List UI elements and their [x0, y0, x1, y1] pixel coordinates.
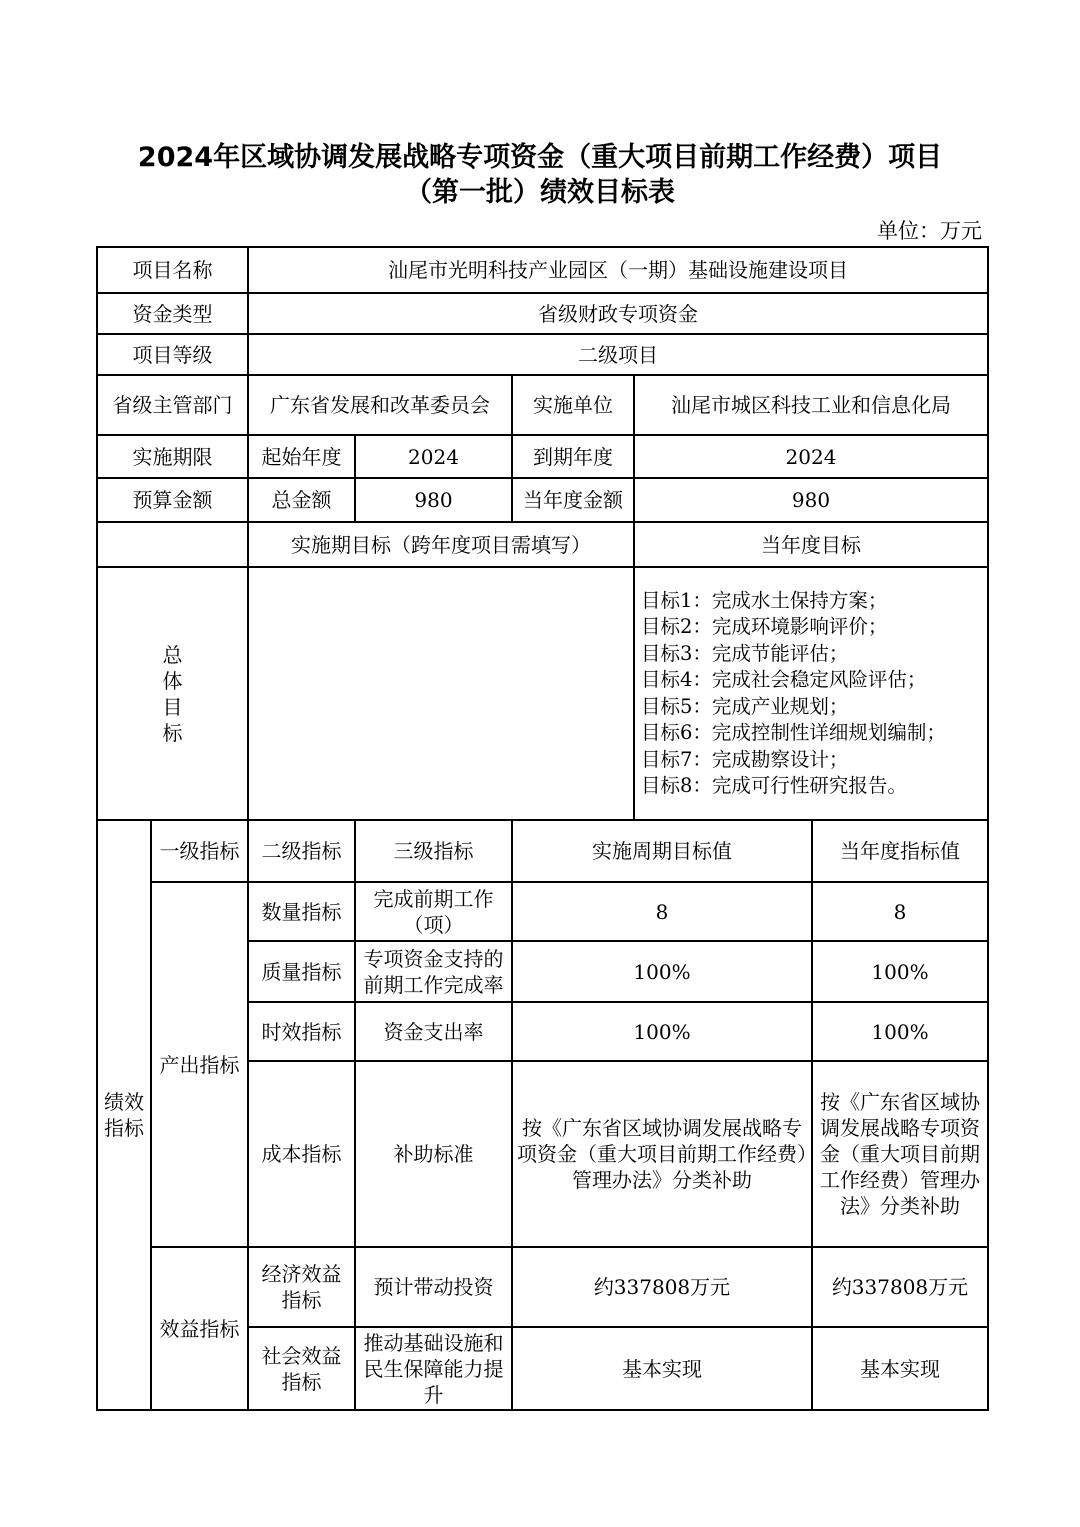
current-value-cell: 8: [812, 882, 988, 941]
document-title: [0, 140, 1080, 210]
level2-cell: 数量指标: [248, 882, 355, 941]
start-year-label: 起始年度: [248, 435, 355, 478]
level3-cell: 预计带动投资: [355, 1247, 512, 1327]
goal-item: 目标4：完成社会稳定风险评估；: [641, 668, 927, 691]
row-department: [97, 375, 988, 435]
current-goal-list: [634, 567, 988, 820]
current-value-cell: 基本实现: [812, 1327, 988, 1410]
overall-goal-label: [97, 567, 248, 820]
current-amount-label: 当年度金额: [512, 478, 634, 522]
level3-cell: 补助标准: [355, 1061, 512, 1247]
period-value-cell: 按《广东省区域协调发展战略专项资金（重大项目前期工作经费）管理办法》分类补助: [512, 1061, 812, 1247]
level3-cell: 资金支出率: [355, 1002, 512, 1061]
period-goal-header: 实施期目标（跨年度项目需填写）: [248, 522, 634, 567]
header-current-value: 当年度指标值: [812, 820, 988, 882]
budget-label: 预算金额: [97, 478, 248, 522]
start-year-value: 2024: [355, 435, 512, 478]
goal-header-blank: [97, 522, 248, 567]
perf-label-line: 指标: [104, 1116, 144, 1140]
project-level-value: 二级项目: [248, 334, 988, 375]
row-budget: [97, 478, 988, 522]
current-value-cell: 100%: [812, 941, 988, 1002]
header-level1: 一级指标: [151, 820, 248, 882]
header-period-value: 实施周期目标值: [512, 820, 812, 882]
goal-item: 目标8：完成可行性研究报告。: [641, 774, 907, 797]
table-row: [97, 882, 988, 941]
row-goal-headers: [97, 522, 988, 567]
goal-item: 目标5：完成产业规划；: [641, 694, 849, 718]
goal-item: 目标1：完成水土保持方案；: [641, 588, 888, 612]
overall-goal-char: 体: [162, 668, 183, 693]
row-fund-type: [97, 293, 988, 334]
level3-cell: 推动基础设施和民生保障能力提升: [355, 1327, 512, 1410]
period-goal-content: [248, 567, 634, 820]
goal-item: 目标6：完成控制性详细规划编制；: [641, 721, 946, 744]
fund-type-value: 省级财政专项资金: [248, 293, 988, 334]
current-amount-value: 980: [634, 478, 988, 522]
period-value-cell: 100%: [512, 941, 812, 1002]
total-value: 980: [355, 478, 512, 522]
current-value-cell: 约337808万元: [812, 1247, 988, 1327]
row-period: [97, 435, 988, 478]
level2-cell: 经济效益指标: [248, 1247, 355, 1327]
current-goal-header: 当年度目标: [634, 522, 988, 567]
performance-indicator-label: [97, 820, 151, 1410]
level2-cell: 成本指标: [248, 1061, 355, 1247]
dept-value: 广东省发展和改革委员会: [248, 375, 512, 435]
total-label: 总金额: [248, 478, 355, 522]
row-project-level: [97, 334, 988, 375]
dept-label: 省级主管部门: [97, 375, 248, 435]
level3-cell: 专项资金支持的前期工作完成率: [355, 941, 512, 1002]
impl-unit-label: 实施单位: [512, 375, 634, 435]
project-name-value: 汕尾市光明科技产业园区（一期）基础设施建设项目: [248, 247, 988, 293]
current-value-cell: 按《广东省区域协调发展战略专项资金（重大项目前期工作经费）管理办法》分类补助: [812, 1061, 988, 1247]
overall-goal-char: 目: [162, 694, 183, 719]
title-line-1: 2024年区域协调发展战略专项资金（重大项目前期工作经费）项目: [137, 142, 943, 173]
goal-item: 目标7：完成勘察设计；: [641, 747, 849, 771]
level3-cell: 完成前期工作（项）: [355, 882, 512, 941]
period-value-cell: 8: [512, 882, 812, 941]
current-value-cell: 100%: [812, 1002, 988, 1061]
row-overall-goals: [97, 567, 988, 820]
period-value-cell: 100%: [512, 1002, 812, 1061]
goal-item: 目标3：完成节能评估；: [641, 641, 849, 665]
period-label: 实施期限: [97, 435, 248, 478]
perf-label-line: 绩效: [104, 1090, 144, 1114]
end-year-value: 2024: [634, 435, 988, 478]
project-level-label: 项目等级: [97, 334, 248, 375]
period-value-cell: 约337808万元: [512, 1247, 812, 1327]
header-level2: 二级指标: [248, 820, 355, 882]
fund-type-label: 资金类型: [97, 293, 248, 334]
unit-label: 单位：万元: [877, 219, 982, 243]
end-year-label: 到期年度: [512, 435, 634, 478]
output-indicator-label: 产出指标: [151, 882, 248, 1247]
table-row: [97, 1247, 988, 1327]
header-level3: 三级指标: [355, 820, 512, 882]
row-indicator-headers: [97, 820, 988, 882]
benefit-indicator-label: 效益指标: [151, 1247, 248, 1410]
goal-item: 目标2：完成环境影响评价；: [641, 615, 888, 638]
level2-cell: 时效指标: [248, 1002, 355, 1061]
performance-target-table: [96, 246, 989, 1411]
level2-cell: 质量指标: [248, 941, 355, 1002]
row-project-name: [97, 247, 988, 293]
title-line-2: （第一批）绩效目标表: [405, 177, 675, 208]
impl-unit-value: 汕尾市城区科技工业和信息化局: [634, 375, 988, 435]
project-name-label: 项目名称: [97, 247, 248, 293]
overall-goal-char: 总: [162, 642, 183, 667]
overall-goal-char: 标: [162, 720, 183, 745]
level2-cell: 社会效益指标: [248, 1327, 355, 1410]
period-value-cell: 基本实现: [512, 1327, 812, 1410]
